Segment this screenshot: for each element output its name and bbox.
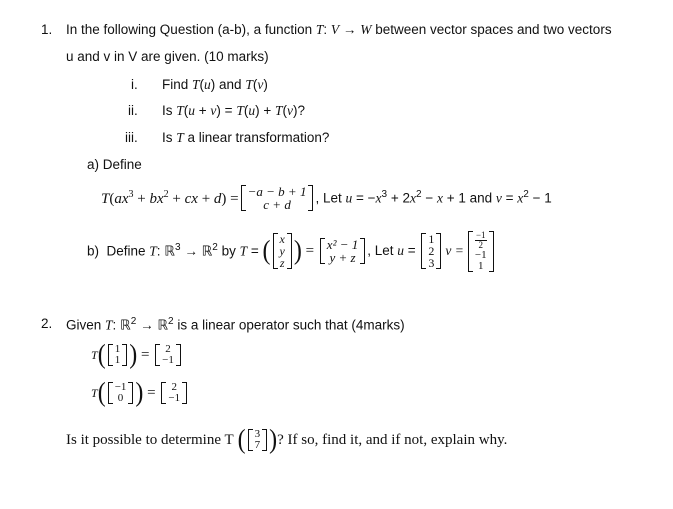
question-2-ask-prefix: Is it possible to determine T <box>66 431 234 448</box>
item-iii-text: Is T a linear transformation? <box>162 130 330 145</box>
part-b-label: b) Define T: ℝ$^3$ → ℝ$^2$ by T = <box>87 242 263 259</box>
part-b-u-vector <box>421 233 441 269</box>
part-b-input-y: y <box>279 244 285 258</box>
question-1-line-2: u and v in V are given. (10 marks) <box>66 49 269 64</box>
item-i-text: Find T(u) and T(v) <box>162 77 268 92</box>
part-b-u-row-1: 1 <box>428 232 435 246</box>
part-a-let: , Let $u = -x^3 + 2x^2 - x + 1$ and $v = x^2 - 1$ <box>315 189 552 206</box>
question-2-text: Given T: ℝ$^2$ → ℝ$^2$ is a linear operator such that (4marks) <box>66 316 405 333</box>
part-b-v-row-3: 1 <box>478 259 484 272</box>
item-ii-text: Is T(u + v) = T(u) + T(v)? <box>162 103 305 118</box>
part-b-v-label: v = <box>445 243 464 258</box>
item-iii-numeral: iii. <box>125 130 138 145</box>
part-b-output-vector <box>320 238 365 264</box>
part-b-input-x: x <box>279 232 285 246</box>
part-a-formula <box>101 183 552 213</box>
part-a-matrix <box>241 185 314 211</box>
equation-2-output <box>161 382 187 404</box>
equation-1: T ( 1 1 ) = 2 −1 <box>91 340 183 370</box>
question-2-ask: Is it possible to determine T ( 3 7 ) ? If so, find it, and if not, explain why. <box>66 425 508 455</box>
part-b-formula: b) Define T: ℝ$^3$ → ℝ$^2$ by T = ( x y z ) = x² − 1 y + z , Let u = 1 2 3 v = $\frac{-1}{2}$ −1 1 <box>87 228 496 274</box>
part-a-label: a) Define <box>87 157 142 172</box>
equation-1-input <box>108 344 128 366</box>
equation-2-input-row-1: −1 <box>114 381 127 393</box>
question-1-text: In the following Question (a-b), a function T: V → W between vector spaces and two vectors <box>66 22 612 37</box>
question-2-ask-vector-row-1: 3 <box>254 428 261 440</box>
question-1-number: 1. <box>41 22 53 37</box>
equation-1-output <box>155 344 181 366</box>
equation-2-output-row-1: 2 <box>171 381 177 393</box>
part-b-v-vector <box>468 231 494 272</box>
part-a-lhs: $T(ax^3 + bx^2$ + cx + d) = <box>101 188 239 207</box>
equation-1-output-row-1: 2 <box>165 343 171 355</box>
item-i-numeral: i. <box>131 77 138 92</box>
part-b-v-row-2: −1 <box>474 248 487 261</box>
part-b-v-row-1: $\frac{-1}{2}$ <box>475 229 486 250</box>
question-2-ask-suffix: ? If so, find it, and if not, explain why. <box>277 431 508 448</box>
question-1-line-1 <box>66 22 612 38</box>
part-b-output-row-2: y + z <box>329 250 356 265</box>
part-a-matrix-row-2: c + d <box>263 197 291 212</box>
equation-2-output-row-2: −1 <box>168 392 181 404</box>
part-b-u-row-3: 3 <box>428 256 435 270</box>
equation-1-input-row-2: 1 <box>114 354 121 366</box>
equation-2-input <box>108 382 134 404</box>
question-2-number: 2. <box>41 316 53 331</box>
equation-2-input-row-2: 0 <box>117 392 124 404</box>
item-ii-numeral: ii. <box>128 103 138 118</box>
part-b-input-vector <box>273 233 292 269</box>
part-b-let: , Let u = <box>367 243 420 258</box>
question-2-ask-vector <box>248 429 268 451</box>
equation-2: T ( −1 0 ) = 2 −1 <box>91 378 189 408</box>
part-b-output-row-1: x² − 1 <box>326 237 359 252</box>
equation-1-output-row-2: −1 <box>162 354 174 366</box>
equation-1-input-row-1: 1 <box>114 343 121 355</box>
part-b-u-row-2: 2 <box>428 244 435 258</box>
question-2-ask-vector-row-2: 7 <box>254 439 261 451</box>
part-a-matrix-row-1: −a − b + 1 <box>247 184 307 199</box>
part-b-input-z: z <box>279 256 285 270</box>
